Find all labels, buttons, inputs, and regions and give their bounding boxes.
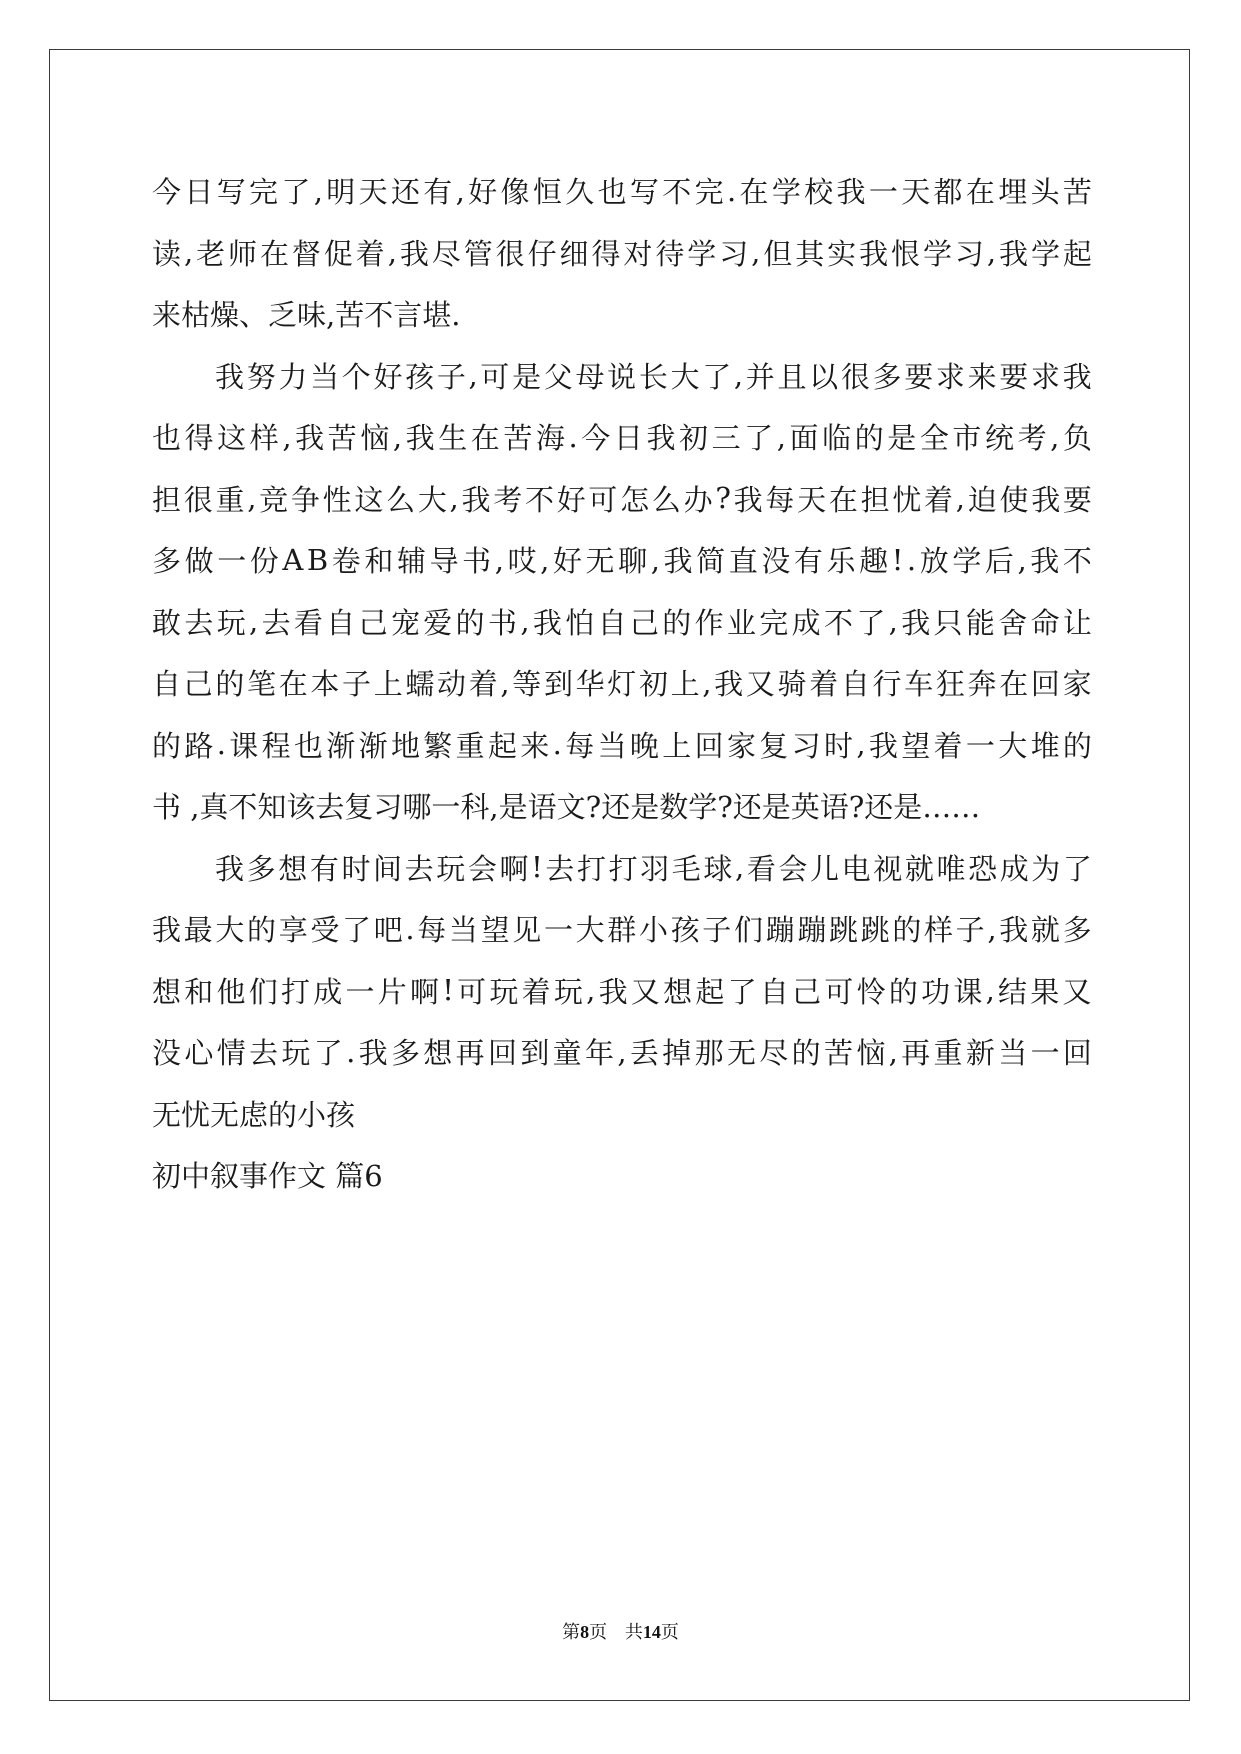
text-line: 无忧无虑的小孩 xyxy=(152,1097,356,1132)
text-line: 自 己 的 笔 在 本 子 上 蠕 动 着 , 等 到 华 灯 初 上 , 我 又 骑 着 自 行 车 狂 奔 在 回 家 xyxy=(152,665,1092,702)
text-line: 也 得 这 样 , 我 苦 恼 , 我 生 在 苦 海 . 今 日 我 初 三 了 , 面 临 的 是 全 市 统 考 , 负 xyxy=(152,419,1092,456)
text-line: 我 努 力 当 个 好 孩 子 , 可 是 父 母 说 长 大 了 , 并 且 以 很 多 要 求 来 要 求 我 xyxy=(215,358,1092,394)
total-prefix: 共 xyxy=(624,1622,643,1643)
section-heading: 初中叙事作文 篇6 xyxy=(152,1159,383,1194)
text-line: 读 , 老 师 在 督 促 着 , 我 尽 管 很 仔 细 得 对 待 学 习 , 但 其 实 我 恨 学 习 , 我 学 起 xyxy=(152,235,1092,271)
text-line: 我 最 大 的 享 受 了 吧 . 每 当 望 见 一 大 群 小 孩 子 们 蹦 蹦 跳 跳 的 样 子 , 我 就 多 xyxy=(152,911,1092,948)
text-line: 担 很 重 , 竞 争 性 这 么 大 , 我 考 不 好 可 怎 么 办 ? 我 每 天 在 担 忧 着 , 迫 使 我 要 xyxy=(152,481,1092,517)
text-line: 我 多 想 有 时 间 去 玩 会 啊 ! 去 打 打 羽 毛 球 , 看 会 儿 电 视 就 唯 恐 成 为 了 xyxy=(215,850,1092,886)
text-line: 没 心 情 去 玩 了 . 我 多 想 再 回 到 童 年 , 丢 掉 那 无 尽 的 苦 恼 , 再 重 新 当 一 回 xyxy=(152,1034,1092,1071)
total-pages: 14 xyxy=(642,1622,661,1642)
page-prefix: 第 xyxy=(562,1622,581,1643)
text-line: 多 做 一 份 A B 卷 和 辅 导 书 , 哎 , 好 无 聊 , 我 简 直 没 有 乐 趣 ! . 放 学 后 , 我 不 xyxy=(152,542,1092,579)
text-line: 想 和 他 们 打 成 一 片 啊 ! 可 玩 着 玩 , 我 又 想 起 了 自 己 可 怜 的 功 课 , 结 果 又 xyxy=(152,973,1092,1009)
page-number: 8 xyxy=(580,1622,590,1642)
page-indicator xyxy=(556,1622,613,1643)
total-indicator xyxy=(619,1622,685,1643)
text-line: 书 ,真不知该去复习哪一科,是语文?还是数学?还是英语?还是…… xyxy=(152,790,981,825)
page-footer xyxy=(0,1618,1241,1644)
total-suffix: 页 xyxy=(660,1622,679,1643)
text-line: 今 日 写 完 了 , 明 天 还 有 , 好 像 恒 久 也 写 不 完 . 在 学 校 我 一 天 都 在 埋 头 苦 xyxy=(152,173,1092,210)
page-suffix: 页 xyxy=(589,1622,608,1643)
text-line: 的 路 . 课 程 也 渐 渐 地 繁 重 起 来 . 每 当 晚 上 回 家 复 习 时 , 我 望 着 一 大 堆 的 xyxy=(152,727,1092,763)
text-line: 敢 去 玩 , 去 看 自 己 宠 爱 的 书 , 我 怕 自 己 的 作 业 完 成 不 了 , 我 只 能 舍 命 让 xyxy=(152,604,1092,640)
text-line: 来枯燥、乏味,苦不言堪. xyxy=(152,298,461,333)
document-body xyxy=(152,160,1092,1206)
